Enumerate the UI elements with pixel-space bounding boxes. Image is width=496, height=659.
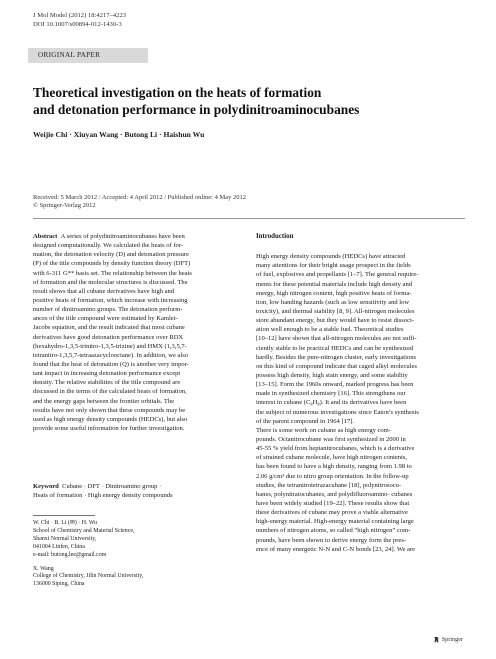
abstract-line: density. The relative stabilities of the title compound are xyxy=(33,379,181,387)
abstract-line: result shows that all cubane derivatives have high and xyxy=(33,287,175,295)
abstract-line: (P) of the title compounds by density function theory (DFT) xyxy=(33,260,191,268)
author-list: Weijie Chi · Xiuyan Wang · Butong Li · Haishun Wu xyxy=(33,130,205,139)
introduction-line: [10–12] have shown that all-nitrogen molecules are not suffi- xyxy=(256,335,417,343)
abstract-line: designed computationally. We calculated the heats of for- xyxy=(33,242,184,250)
affiliation-line: e-mail: butong.lee@gmail.com xyxy=(33,551,107,558)
introduction-line: ation well enough to be a stable fuel. Theoretical studies xyxy=(256,326,404,334)
abstract-line: found that the heat of detonation (Q) is another very impor- xyxy=(33,360,189,368)
introduction-line: hardly. Besides the pure-nitrogen cluster, early investigations xyxy=(256,353,417,361)
affiliation-line: X. Wang xyxy=(33,565,54,572)
springer-wordmark: Springer xyxy=(441,636,463,643)
abstract-line xyxy=(33,232,233,241)
title-line: and detonation performance in polydinitroaminocubanes xyxy=(33,102,360,117)
introduction-line: these derivatives of cubane may prove a viable alternative xyxy=(256,509,408,517)
received-accepted-dates: Received: 5 March 2012 / Accepted: 4 April 2012 / Published online: 4 May 2012 xyxy=(33,194,247,201)
introduction-line: ence of many energetic N-N and C-N bonds [23, 24]. We are xyxy=(256,545,416,553)
introduction-line: 45-55 % yield from heptanitrocubanes, which is a derivative xyxy=(256,445,415,453)
springer-logo xyxy=(433,636,463,643)
keywords xyxy=(33,482,233,500)
introduction-line: have been widely studied [19–22]. These results show that xyxy=(256,499,410,507)
introduction-line: pounds. Octanitrocubane was first synthesized in 2000 in xyxy=(256,435,406,443)
article-type-bar xyxy=(28,48,148,63)
abstract-line: used as high energy density compounds (HEDCs), but also xyxy=(33,415,188,423)
abstract-line: with 6-311 G** basis set. The relationship between the heats xyxy=(33,269,192,277)
introduction-line: has been found to have a high density, ranging from 1.98 to xyxy=(256,463,412,471)
introduction-line: 2.06 g/cm³ due to nitro group orientation. In the follow-up xyxy=(256,472,409,480)
affiliation-line: School of Chemistry and Material Science, xyxy=(33,527,135,534)
introduction-line: made in synthesized chemistry [16]. This strengthens our xyxy=(256,390,406,398)
introduction-line: toxicity), and thermal stability [8, 9]. All-nitrogen molecules xyxy=(256,307,415,315)
header-divider xyxy=(33,218,465,219)
introduction-line: There is some work on cubane as high energy com- xyxy=(256,426,391,434)
keywords-label: Keyword xyxy=(33,483,59,490)
abstract xyxy=(33,232,233,433)
abstract-line: provide some useful information for further investigation. xyxy=(33,424,185,432)
page-footer xyxy=(433,636,463,643)
introduction-line: store abundant energy, but they would have to resist dissoci- xyxy=(256,317,415,325)
abstract-line: of formation and the molecular structures is discussed. The xyxy=(33,278,188,286)
abstract-line: tetranitro-1,3,5,7-tetraazacyclooctane). In addition, we also xyxy=(33,351,189,359)
affiliation-line: Shanxi Normal University, xyxy=(33,535,97,542)
introduction-line: banes, polynitratocubanes, and polydifluoroamino- cubanes xyxy=(256,490,413,498)
introduction-line: High energy density compounds (HEDCs) have attracted xyxy=(256,253,406,261)
introduction-line: ciently stable to be practical HEDCs and can be synthesized xyxy=(256,344,414,352)
introduction-line: of the parent compound in 1964 [17]. xyxy=(256,417,354,425)
title-line: Theoretical investigation on the heats of formation xyxy=(33,85,322,100)
abstract-line: positive heats of formation, which increase with increasing xyxy=(33,296,188,304)
paper-title xyxy=(33,84,473,118)
keywords-line: Cubane · DFT · Dinitroamino group · xyxy=(62,483,162,490)
introduction-line: interest in cubane (C₈H₈). It and its derivatives have been xyxy=(256,399,407,407)
affiliation-line: College of Chemistry, Jilin Normal University, xyxy=(33,573,144,580)
journal-citation: J Mol Model (2012) 18:4217–4223 xyxy=(33,12,127,19)
abstract-line: results have not only shown that these compounds may be xyxy=(33,406,186,414)
abstract-line: (hexahydro-1,3,5-trinitro-1,3,5-trizine) and HMX (1,3,5,7- xyxy=(33,342,187,350)
affiliation-line: 136000 Siping, China xyxy=(33,581,85,588)
abstract-line: Jacobs equation, and the result indicated that most cubane xyxy=(33,324,185,332)
article-type-label: ORIGINAL PAPER xyxy=(38,51,101,59)
introduction-line: high-energy material. High-energy material containing large xyxy=(256,518,414,526)
abstract-line: number of dinitroamino groups. The detonation perform- xyxy=(33,306,183,314)
springer-horse-icon xyxy=(433,636,440,643)
introduction-line: of fuel, explosives and propellants [1–7]. The general require- xyxy=(256,271,419,279)
abstract-text: A series of polydinitroaminocubanes have been xyxy=(60,233,185,240)
affiliations xyxy=(33,520,233,589)
introduction-line: possess high density, high stain energy, and some stability xyxy=(256,371,408,379)
introduction-line: numbers of nitrogen atoms, so called “high nitrogen” com- xyxy=(256,527,411,535)
introduction-line: pounds, have been shown to derive energy form the pres- xyxy=(256,536,407,544)
journal-reference xyxy=(33,12,126,29)
affiliation-line: 041004 Linfen, China xyxy=(33,543,85,550)
affiliation-rule xyxy=(33,515,95,516)
copyright-line: © Springer-Verlag 2012 xyxy=(33,202,96,210)
abstract-label: Abstract xyxy=(33,233,58,240)
abstract-line: and the energy gaps between the frontier orbitals. The xyxy=(33,397,175,405)
introduction-line: ments for these potential materials include high density and xyxy=(256,280,412,288)
abstract-line: mation, the detonation velocity (D) and detonation pressure xyxy=(33,251,189,259)
introduction-line: energy, high nitrogen content, high positive heats of forma- xyxy=(256,289,412,297)
introduction-line: on this kind of compound indicate that caged alkyl molecules xyxy=(256,362,417,370)
abstract-line: ances of the title compound were estimated by Kamlet- xyxy=(33,315,178,323)
doi: DOI 10.1007/s00894-012-1430-3 xyxy=(33,20,122,28)
abstract-line: tant impact in increasing detonation performance except xyxy=(33,370,181,378)
abstract-line: derivatives have good detonation performance over RDX xyxy=(33,333,184,341)
affiliation-line: W. Chi · B. Li (✉) · H. Wu xyxy=(33,520,98,526)
introduction-line: many attentions for their bright usage prospect in the fields xyxy=(256,262,411,270)
introduction-line: of strained cubane molecule, have high nitrogen contents, xyxy=(256,454,408,462)
introduction-line: studies, the tetranitrotetrazacubane [18], polynitrosocu- xyxy=(256,481,402,489)
publication-history xyxy=(33,194,246,211)
section-heading-introduction: Introduction xyxy=(256,233,294,240)
abstract-line: discussed in the terms of the calculated heats of formation, xyxy=(33,388,187,396)
introduction-line: tion, low handing hazards (such as low sensitivity and low xyxy=(256,298,410,306)
keywords-line: Heats of formation · High energy density compounds xyxy=(33,492,173,500)
introduction-line: [13–15]. Form the 1960s onward, marked progress has been xyxy=(256,381,414,389)
introduction xyxy=(256,232,456,554)
introduction-line: the subject of numerous investigations since Eaton’s synthesis xyxy=(256,408,419,416)
